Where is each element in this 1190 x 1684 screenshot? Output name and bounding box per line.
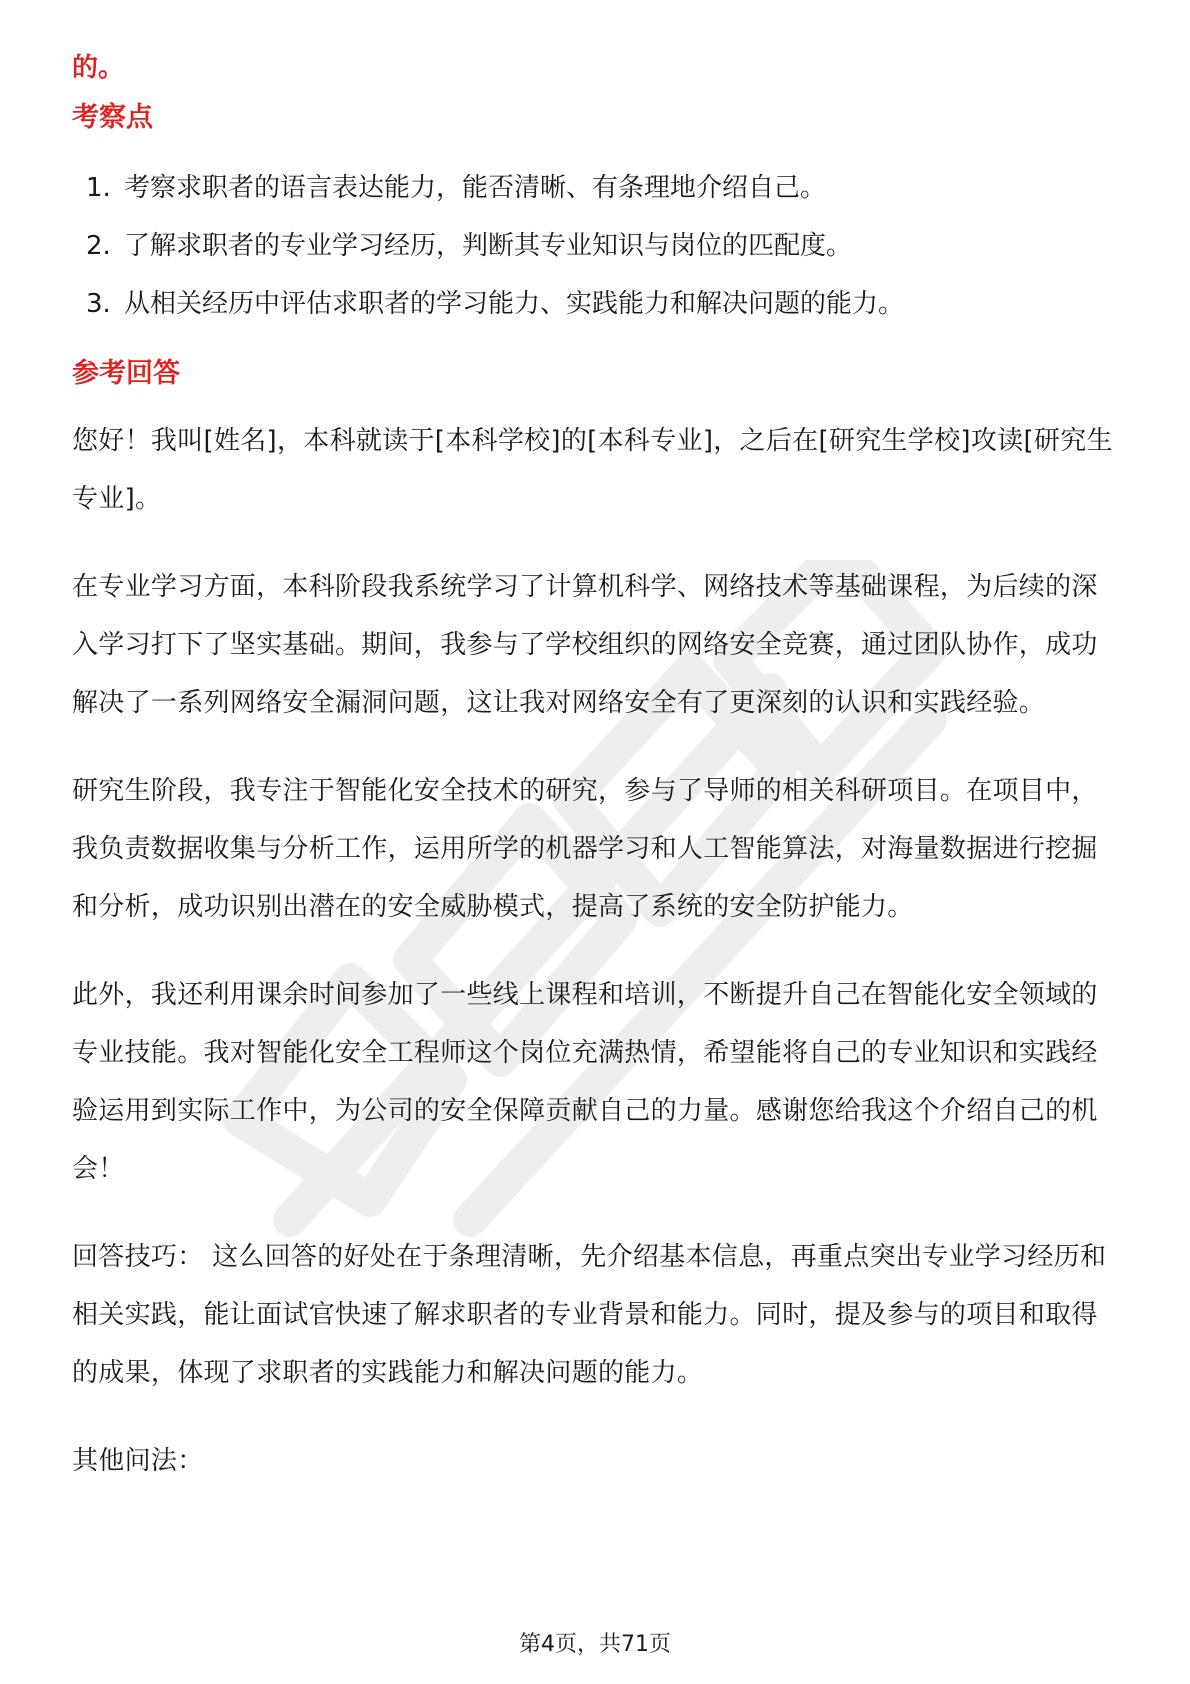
main-content xyxy=(72,48,1122,1520)
list-item-text: 从相关经历中评估求职者的学习能力、实践能力和解决问题的能力。 xyxy=(124,289,905,319)
other-questions-label: 其他问法： xyxy=(72,1446,204,1476)
answer-paragraph: 在专业学习方面，本科阶段我系统学习了计算机科学、网络技术等基础课程，为后续的深入学习打下了坚实基础。期间，我参与了学校组织的网络安全竞赛，通过团队协作，成功解决了一系列网络安全漏洞问题，这让我对网络安全有了更深刻的认识和实践经验。 xyxy=(72,572,1098,718)
page-number: 第4页，共71页 xyxy=(519,1632,671,1657)
answer-tip-paragraph: 回答技巧： 这么回答的好处在于条理清晰，先介绍基本信息，再重点突出专业学习经历和相关实践，能让面试官快速了解求职者的专业背景和能力。同时，提及参与的项目和取得的成果，体现了求职者的实践能力和解决问题的能力。 xyxy=(72,1242,1107,1388)
section-heading-points: 考察点 xyxy=(72,102,153,133)
continued-text: 的。 xyxy=(72,53,125,83)
list-item xyxy=(72,284,1122,324)
list-item-number: 3. xyxy=(86,289,111,319)
list-item-text: 了解求职者的专业学习经历，判断其专业知识与岗位的匹配度。 xyxy=(124,231,853,261)
answer-paragraph: 您好！我叫[姓名]，本科就读于[本科学校]的[本科专业]，之后在[研究生学校]攻读[研究生专业]。 xyxy=(72,426,1113,514)
list-item xyxy=(72,226,1122,266)
list-item-number: 1. xyxy=(86,173,111,203)
answer-paragraph: 研究生阶段，我专注于智能化安全技术的研究，参与了导师的相关科研项目。在项目中，我负责数据收集与分析工作，运用所学的机器学习和人工智能算法，对海量数据进行挖掘和分析，成功识别出潜在的安全威胁模式，提高了系统的安全防护能力。 xyxy=(72,776,1098,922)
list-item-number: 2. xyxy=(86,231,111,261)
section-heading-answer: 参考回答 xyxy=(72,358,180,389)
list-item-text: 考察求职者的语言表达能力，能否清晰、有条理地介绍自己。 xyxy=(124,173,827,203)
list-item xyxy=(72,168,1122,208)
points-list xyxy=(72,168,1122,324)
answer-paragraph: 此外，我还利用课余时间参加了一些线上课程和培训，不断提升自己在智能化安全领域的专业技能。我对智能化安全工程师这个岗位充满热情，希望能将自己的专业知识和实践经验运用到实际工作中，为公司的安全保障贡献自己的力量。感谢您给我这个介绍自己的机会！ xyxy=(72,980,1098,1184)
